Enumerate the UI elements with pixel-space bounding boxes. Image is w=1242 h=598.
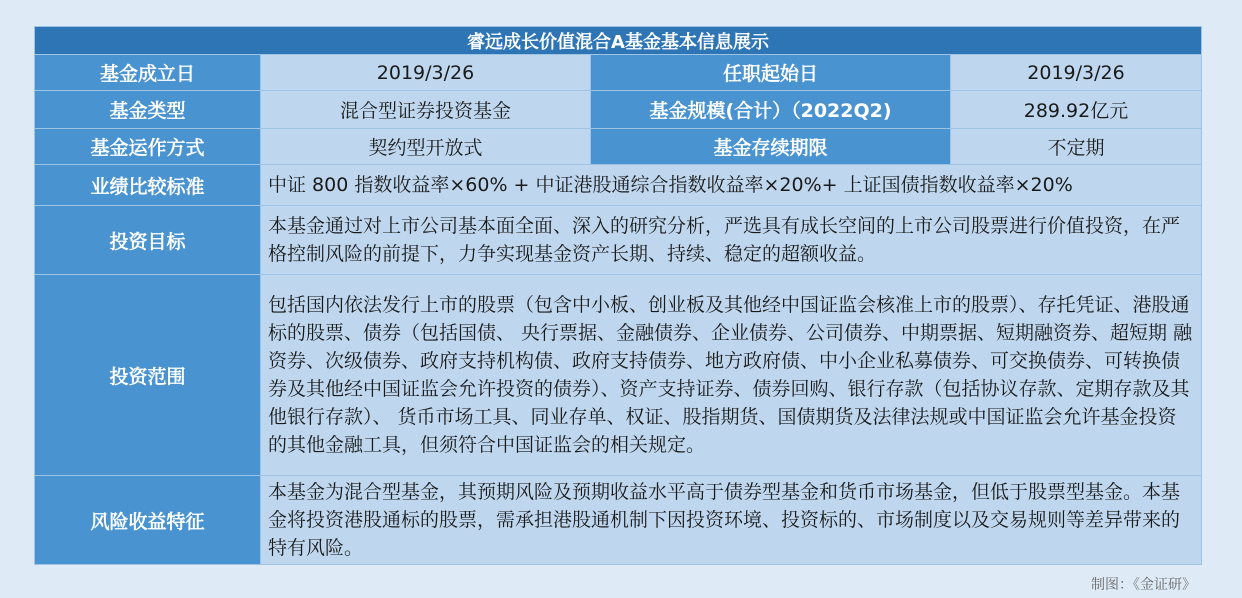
row-value: 289.92亿元 <box>951 91 1202 129</box>
objective-value: 本基金通过对上市公司基本面全面、深入的研究分析，严选具有成长空间的上市公司股票进行价值投资，在严格控制风险的前提下，力争实现基金资产长期、持续、稳定的超额收益。 <box>261 206 1202 275</box>
table-row <box>35 55 1202 91</box>
row-label: 基金存续期限 <box>591 129 951 165</box>
table-row <box>35 129 1202 165</box>
table-title-row <box>35 27 1202 55</box>
chart-credit: 制图：《金证研》 <box>1091 577 1196 593</box>
table-row <box>35 206 1202 275</box>
row-label: 基金运作方式 <box>35 129 261 165</box>
row-label: 基金规模(合计）（2022Q2) <box>591 91 951 129</box>
table-row <box>35 165 1202 206</box>
risk-value: 本基金为混合型基金，其预期风险及预期收益水平高于债券型基金和货币市场基金，但低于股票型基金。本基金将投资港股通标的股票，需承担港股通机制下因投资环境、投资标的、市场制度以及交易规则等差异带来的特有风险。 <box>261 476 1202 565</box>
table-row <box>35 476 1202 565</box>
fund-info-table <box>34 26 1202 565</box>
row-value: 2019/3/26 <box>951 55 1202 91</box>
scope-value: 包括国内依法发行上市的股票（包含中小板、创业板及其他经中国证监会核准上市的股票）、存托凭证、港股通标的股票、债券（包括国债、 央行票据、金融债券、企业债券、公司债券、中期票据、短期融资券、超短期 融资券、次级债券、政府支持机构债、政府支持债券、地方政府债、中小企业私募债券、可交换债券、可转换债券及其他经中国证监会允许投资的债券）、资产支持证券、债券回购、银行存款（包括协议存款、定期存款及其他银行存款）、 货币市场工具、同业存单、权证、股指期货、国债期货及法律法规或中国证监会允许基金投资的其他金融工具，但须符合中国证监会的相关规定。 <box>261 275 1202 476</box>
benchmark-label: 业绩比较标准 <box>35 165 261 206</box>
scope-label: 投资范围 <box>35 275 261 476</box>
table-row <box>35 275 1202 476</box>
table-title: 睿远成长价值混合A基金基本信息展示 <box>35 27 1202 55</box>
row-label: 基金成立日 <box>35 55 261 91</box>
row-value: 2019/3/26 <box>261 55 591 91</box>
row-label: 基金类型 <box>35 91 261 129</box>
fund-info-table-container <box>34 26 1201 565</box>
row-value: 契约型开放式 <box>261 129 591 165</box>
row-value: 不定期 <box>951 129 1202 165</box>
row-label: 任职起始日 <box>591 55 951 91</box>
risk-label: 风险收益特征 <box>35 476 261 565</box>
benchmark-value: 中证 800 指数收益率×60% + 中证港股通综合指数收益率×20%+ 上证国债指数收益率×20% <box>261 165 1202 206</box>
table-row <box>35 91 1202 129</box>
row-value: 混合型证券投资基金 <box>261 91 591 129</box>
objective-label: 投资目标 <box>35 206 261 275</box>
